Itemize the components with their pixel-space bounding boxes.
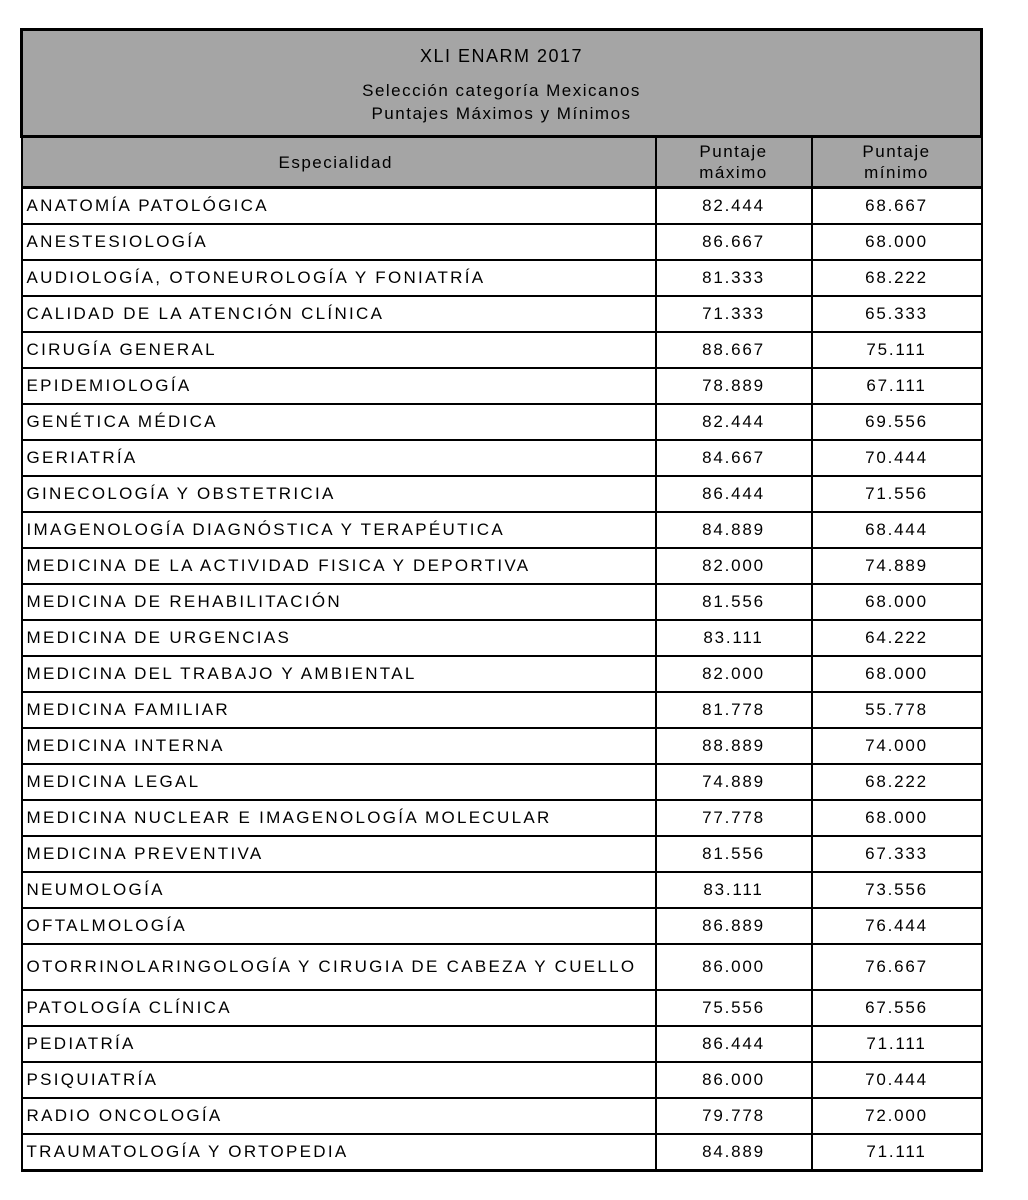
- max-score-cell: 81.556: [656, 584, 812, 620]
- min-score-cell: 71.556: [812, 476, 982, 512]
- max-score-cell: 71.333: [656, 296, 812, 332]
- table-row: [22, 188, 982, 225]
- specialty-cell: OTORRINOLARINGOLOGÍA Y CIRUGIA DE CABEZA Y CUELLO: [22, 944, 656, 990]
- max-score-cell: 84.667: [656, 440, 812, 476]
- table-row: [22, 872, 982, 908]
- table-row: [22, 692, 982, 728]
- max-score-cell: 82.000: [656, 656, 812, 692]
- min-score-cell: 72.000: [812, 1098, 982, 1134]
- max-score-cell: 84.889: [656, 512, 812, 548]
- table-row: [22, 908, 982, 944]
- min-score-cell: 73.556: [812, 872, 982, 908]
- specialty-cell: MEDICINA DE REHABILITACIÓN: [22, 584, 656, 620]
- min-score-cell: 68.000: [812, 800, 982, 836]
- scores-table: [20, 28, 983, 1172]
- min-score-cell: 76.667: [812, 944, 982, 990]
- table-row: [22, 656, 982, 692]
- specialty-cell: OFTALMOLOGÍA: [22, 908, 656, 944]
- specialty-cell: AUDIOLOGÍA, OTONEUROLOGÍA Y FONIATRÍA: [22, 260, 656, 296]
- table-body: [22, 188, 982, 1171]
- max-score-cell: 83.111: [656, 620, 812, 656]
- specialty-cell: IMAGENOLOGÍA DIAGNÓSTICA Y TERAPÉUTICA: [22, 512, 656, 548]
- column-header-min-line1: Puntaje: [862, 142, 931, 161]
- max-score-cell: 88.667: [656, 332, 812, 368]
- specialty-cell: PEDIATRÍA: [22, 1026, 656, 1062]
- max-score-cell: 81.778: [656, 692, 812, 728]
- scores-subtitle: Puntajes Máximos y Mínimos: [371, 103, 632, 123]
- max-score-cell: 86.000: [656, 1062, 812, 1098]
- max-score-cell: 74.889: [656, 764, 812, 800]
- title-row: [22, 30, 982, 137]
- specialty-cell: ANESTESIOLOGÍA: [22, 224, 656, 260]
- max-score-cell: 82.444: [656, 188, 812, 225]
- max-score-cell: 81.333: [656, 260, 812, 296]
- max-score-cell: 86.667: [656, 224, 812, 260]
- table-row: [22, 990, 982, 1026]
- table-row: [22, 296, 982, 332]
- exam-title: XLI ENARM 2017: [419, 45, 584, 66]
- column-header-max-line1: Puntaje: [699, 142, 768, 161]
- max-score-cell: 88.889: [656, 728, 812, 764]
- column-header-specialty: Especialidad: [22, 137, 656, 188]
- column-header-min-line2: mínimo: [864, 163, 929, 182]
- max-score-cell: 79.778: [656, 1098, 812, 1134]
- specialty-cell: MEDICINA DEL TRABAJO Y AMBIENTAL: [22, 656, 656, 692]
- min-score-cell: 67.111: [812, 368, 982, 404]
- min-score-cell: 68.000: [812, 224, 982, 260]
- min-score-cell: 76.444: [812, 908, 982, 944]
- min-score-cell: 68.000: [812, 584, 982, 620]
- min-score-cell: 75.111: [812, 332, 982, 368]
- column-header-max: [656, 137, 812, 188]
- max-score-cell: 83.111: [656, 872, 812, 908]
- table-row: [22, 548, 982, 584]
- table-row: [22, 800, 982, 836]
- table-row: [22, 764, 982, 800]
- table-row: [22, 1026, 982, 1062]
- min-score-cell: 68.444: [812, 512, 982, 548]
- specialty-cell: CALIDAD DE LA ATENCIÓN CLÍNICA: [22, 296, 656, 332]
- table-row: [22, 368, 982, 404]
- specialty-cell: MEDICINA FAMILIAR: [22, 692, 656, 728]
- specialty-cell: GINECOLOGÍA Y OBSTETRICIA: [22, 476, 656, 512]
- max-score-cell: 86.889: [656, 908, 812, 944]
- specialty-cell: EPIDEMIOLOGÍA: [22, 368, 656, 404]
- min-score-cell: 71.111: [812, 1134, 982, 1171]
- max-score-cell: 84.889: [656, 1134, 812, 1171]
- table-row: [22, 620, 982, 656]
- min-score-cell: 68.222: [812, 764, 982, 800]
- table-row: [22, 1098, 982, 1134]
- category-subtitle: Selección categoría Mexicanos: [362, 80, 641, 100]
- table-row: [22, 1134, 982, 1171]
- specialty-cell: MEDICINA DE URGENCIAS: [22, 620, 656, 656]
- min-score-cell: 65.333: [812, 296, 982, 332]
- table-row: [22, 404, 982, 440]
- specialty-cell: MEDICINA DE LA ACTIVIDAD FISICA Y DEPORTIVA: [22, 548, 656, 584]
- specialty-cell: NEUMOLOGÍA: [22, 872, 656, 908]
- max-score-cell: 75.556: [656, 990, 812, 1026]
- table-row: [22, 440, 982, 476]
- table-row: [22, 836, 982, 872]
- specialty-cell: MEDICINA LEGAL: [22, 764, 656, 800]
- min-score-cell: 74.889: [812, 548, 982, 584]
- max-score-cell: 78.889: [656, 368, 812, 404]
- max-score-cell: 86.444: [656, 1026, 812, 1062]
- table-row: [22, 512, 982, 548]
- table-row: [22, 1062, 982, 1098]
- max-score-cell: 86.444: [656, 476, 812, 512]
- min-score-cell: 74.000: [812, 728, 982, 764]
- max-score-cell: 82.444: [656, 404, 812, 440]
- table-row: [22, 332, 982, 368]
- column-header-max-line2: máximo: [699, 163, 768, 182]
- specialty-cell: MEDICINA NUCLEAR E IMAGENOLOGÍA MOLECULAR: [22, 800, 656, 836]
- max-score-cell: 77.778: [656, 800, 812, 836]
- table-row: [22, 260, 982, 296]
- specialty-cell: TRAUMATOLOGÍA Y ORTOPEDIA: [22, 1134, 656, 1171]
- specialty-cell: PATOLOGÍA CLÍNICA: [22, 990, 656, 1026]
- specialty-cell: PSIQUIATRÍA: [22, 1062, 656, 1098]
- table-title: [22, 30, 982, 137]
- table-row: [22, 944, 982, 990]
- min-score-cell: 67.556: [812, 990, 982, 1026]
- min-score-cell: 68.667: [812, 188, 982, 225]
- specialty-cell: RADIO ONCOLOGÍA: [22, 1098, 656, 1134]
- min-score-cell: 67.333: [812, 836, 982, 872]
- table-row: [22, 476, 982, 512]
- max-score-cell: 86.000: [656, 944, 812, 990]
- min-score-cell: 68.000: [812, 656, 982, 692]
- max-score-cell: 81.556: [656, 836, 812, 872]
- specialty-cell: ANATOMÍA PATOLÓGICA: [22, 188, 656, 225]
- min-score-cell: 55.778: [812, 692, 982, 728]
- min-score-cell: 64.222: [812, 620, 982, 656]
- table-row: [22, 584, 982, 620]
- min-score-cell: 71.111: [812, 1026, 982, 1062]
- min-score-cell: 68.222: [812, 260, 982, 296]
- specialty-cell: MEDICINA INTERNA: [22, 728, 656, 764]
- table-row: [22, 224, 982, 260]
- specialty-cell: MEDICINA PREVENTIVA: [22, 836, 656, 872]
- column-header-min: [812, 137, 982, 188]
- table-row: [22, 728, 982, 764]
- header-row: [22, 137, 982, 188]
- specialty-cell: GERIATRÍA: [22, 440, 656, 476]
- min-score-cell: 70.444: [812, 1062, 982, 1098]
- specialty-cell: GENÉTICA MÉDICA: [22, 404, 656, 440]
- min-score-cell: 70.444: [812, 440, 982, 476]
- min-score-cell: 69.556: [812, 404, 982, 440]
- max-score-cell: 82.000: [656, 548, 812, 584]
- specialty-cell: CIRUGÍA GENERAL: [22, 332, 656, 368]
